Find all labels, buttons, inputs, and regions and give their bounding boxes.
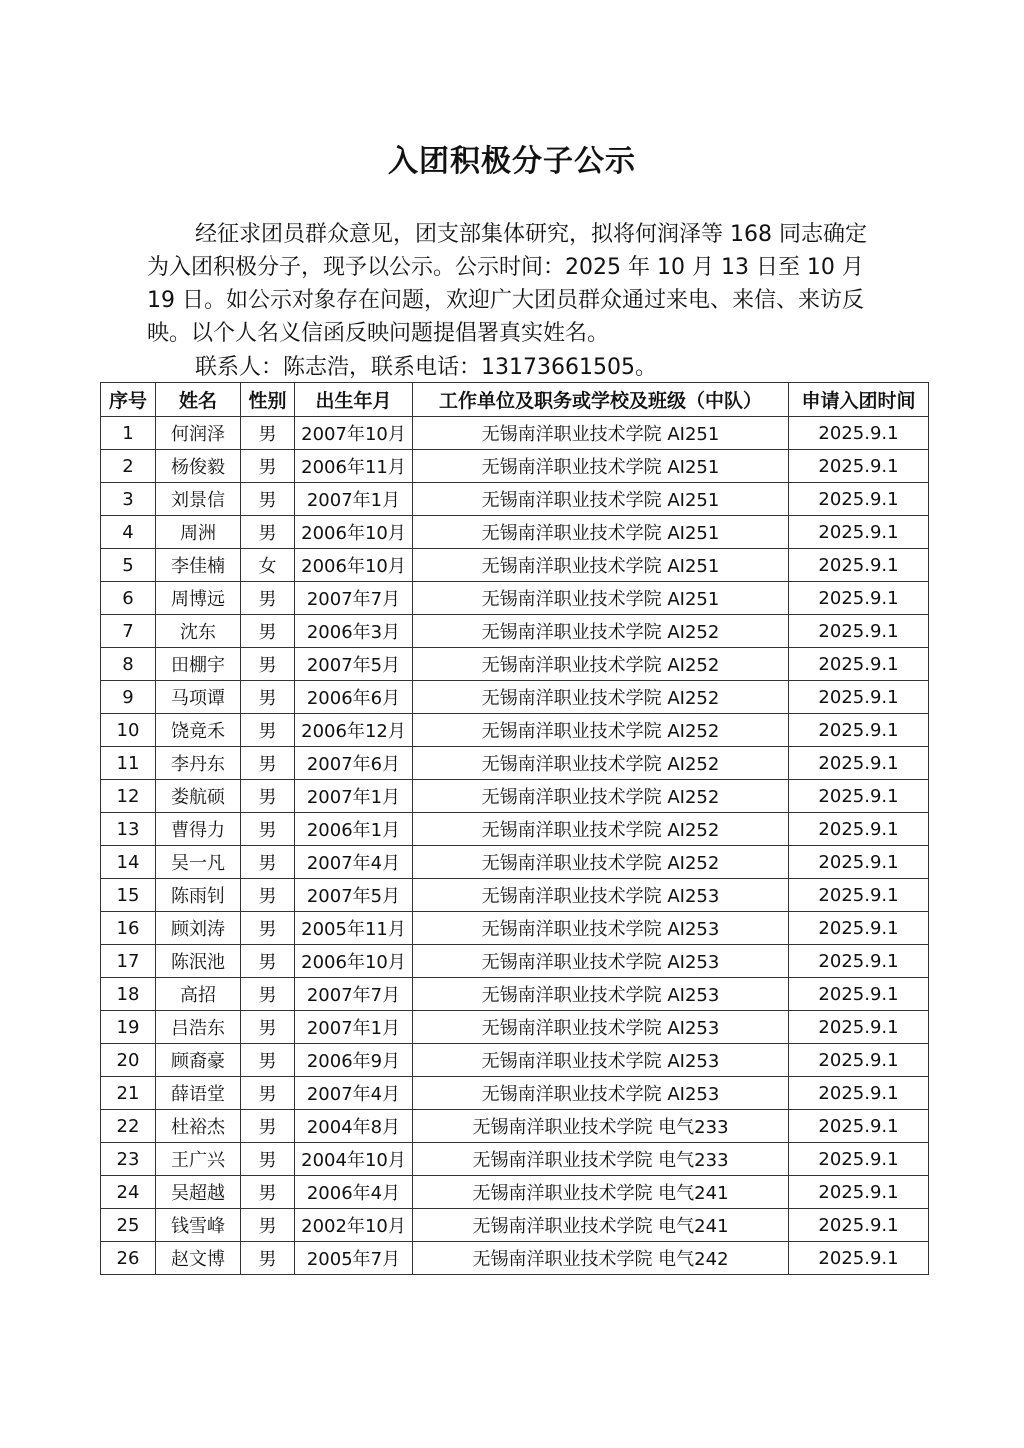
- cell-seq: 23: [101, 1143, 156, 1176]
- cell-unit: 无锡南洋职业技术学院 AI252: [413, 615, 789, 648]
- header-birth: 出生年月: [295, 383, 413, 417]
- cell-apply-date: 2025.9.1: [789, 417, 929, 450]
- table-row: [101, 549, 929, 582]
- cell-gender: 男: [241, 1011, 295, 1044]
- cell-birth: 2007年10月: [295, 417, 413, 450]
- cell-unit: 无锡南洋职业技术学院 AI253: [413, 912, 789, 945]
- cell-name: 田棚宇: [156, 648, 241, 681]
- cell-gender: 男: [241, 582, 295, 615]
- cell-unit: 无锡南洋职业技术学院 AI253: [413, 1011, 789, 1044]
- cell-apply-date: 2025.9.1: [789, 1110, 929, 1143]
- cell-gender: 男: [241, 1077, 295, 1110]
- cell-apply-date: 2025.9.1: [789, 879, 929, 912]
- cell-apply-date: 2025.9.1: [789, 516, 929, 549]
- cell-seq: 10: [101, 714, 156, 747]
- cell-gender: 男: [241, 1044, 295, 1077]
- cell-name: 陈泯池: [156, 945, 241, 978]
- contact-line: 联系人：陈志浩，联系电话：13173661505。: [195, 355, 657, 380]
- cell-seq: 19: [101, 1011, 156, 1044]
- cell-name: 王广兴: [156, 1143, 241, 1176]
- table-row: [101, 1209, 929, 1242]
- table-row: [101, 648, 929, 681]
- cell-unit: 无锡南洋职业技术学院 电气233: [413, 1143, 789, 1176]
- table-row: [101, 1176, 929, 1209]
- cell-gender: 男: [241, 978, 295, 1011]
- intro-paragraph: 经征求团员群众意见，团支部集体研究，拟将何润泽等 168 同志确定为入团积极分子，现予以公示。公示时间：2025 年 10 月 13 日至 10 月 19 日。如公示对象存在问题，欢迎广大团员群众通过来电、来信、来访反映。以个人名义信函反映问题提倡署真实姓名。: [147, 222, 867, 346]
- cell-gender: 男: [241, 450, 295, 483]
- table-row: [101, 846, 929, 879]
- cell-gender: 男: [241, 648, 295, 681]
- cell-unit: 无锡南洋职业技术学院 AI253: [413, 978, 789, 1011]
- cell-gender: 女: [241, 549, 295, 582]
- cell-birth: 2007年7月: [295, 978, 413, 1011]
- cell-seq: 25: [101, 1209, 156, 1242]
- table-row: [101, 1044, 929, 1077]
- cell-apply-date: 2025.9.1: [789, 1044, 929, 1077]
- cell-unit: 无锡南洋职业技术学院 AI252: [413, 648, 789, 681]
- cell-unit: 无锡南洋职业技术学院 电气242: [413, 1242, 789, 1275]
- table-row: [101, 450, 929, 483]
- cell-name: 李佳楠: [156, 549, 241, 582]
- cell-seq: 7: [101, 615, 156, 648]
- table-row: [101, 483, 929, 516]
- table-row: [101, 813, 929, 846]
- cell-apply-date: 2025.9.1: [789, 1176, 929, 1209]
- cell-name: 顾裔豪: [156, 1044, 241, 1077]
- cell-birth: 2007年4月: [295, 1077, 413, 1110]
- cell-name: 吴一凡: [156, 846, 241, 879]
- cell-birth: 2006年6月: [295, 681, 413, 714]
- cell-name: 饶竟禾: [156, 714, 241, 747]
- header-unit: 工作单位及职务或学校及班级（中队）: [413, 383, 789, 417]
- cell-apply-date: 2025.9.1: [789, 1011, 929, 1044]
- cell-name: 顾刘涛: [156, 912, 241, 945]
- cell-apply-date: 2025.9.1: [789, 978, 929, 1011]
- cell-seq: 9: [101, 681, 156, 714]
- cell-gender: 男: [241, 945, 295, 978]
- table-row: [101, 747, 929, 780]
- cell-gender: 男: [241, 516, 295, 549]
- cell-unit: 无锡南洋职业技术学院 AI251: [413, 417, 789, 450]
- table-row: [101, 516, 929, 549]
- cell-birth: 2007年1月: [295, 1011, 413, 1044]
- cell-birth: 2006年9月: [295, 1044, 413, 1077]
- cell-seq: 14: [101, 846, 156, 879]
- header-apply-date: 申请入团时间: [789, 383, 929, 417]
- cell-birth: 2007年4月: [295, 846, 413, 879]
- cell-birth: 2006年3月: [295, 615, 413, 648]
- cell-gender: 男: [241, 1110, 295, 1143]
- cell-apply-date: 2025.9.1: [789, 1077, 929, 1110]
- cell-unit: 无锡南洋职业技术学院 AI251: [413, 549, 789, 582]
- cell-seq: 17: [101, 945, 156, 978]
- cell-unit: 无锡南洋职业技术学院 AI251: [413, 450, 789, 483]
- cell-birth: 2007年6月: [295, 747, 413, 780]
- cell-name: 周洲: [156, 516, 241, 549]
- cell-gender: 男: [241, 681, 295, 714]
- cell-seq: 24: [101, 1176, 156, 1209]
- cell-birth: 2006年1月: [295, 813, 413, 846]
- table-row: [101, 780, 929, 813]
- cell-unit: 无锡南洋职业技术学院 AI252: [413, 747, 789, 780]
- cell-birth: 2006年10月: [295, 549, 413, 582]
- cell-unit: 无锡南洋职业技术学院 电气241: [413, 1176, 789, 1209]
- table-row: [101, 1011, 929, 1044]
- cell-name: 曹得力: [156, 813, 241, 846]
- cell-birth: 2004年10月: [295, 1143, 413, 1176]
- table-row: [101, 714, 929, 747]
- cell-name: 何润泽: [156, 417, 241, 450]
- cell-birth: 2006年10月: [295, 516, 413, 549]
- cell-seq: 11: [101, 747, 156, 780]
- cell-apply-date: 2025.9.1: [789, 846, 929, 879]
- header-gender: 性别: [241, 383, 295, 417]
- cell-apply-date: 2025.9.1: [789, 714, 929, 747]
- cell-gender: 男: [241, 813, 295, 846]
- cell-birth: 2007年5月: [295, 648, 413, 681]
- cell-unit: 无锡南洋职业技术学院 AI252: [413, 846, 789, 879]
- cell-apply-date: 2025.9.1: [789, 681, 929, 714]
- cell-name: 沈东: [156, 615, 241, 648]
- table-row: [101, 912, 929, 945]
- cell-name: 杨俊毅: [156, 450, 241, 483]
- cell-seq: 3: [101, 483, 156, 516]
- cell-birth: 2006年11月: [295, 450, 413, 483]
- cell-apply-date: 2025.9.1: [789, 813, 929, 846]
- cell-name: 李丹东: [156, 747, 241, 780]
- table-body: [101, 417, 929, 1275]
- cell-seq: 26: [101, 1242, 156, 1275]
- cell-name: 钱雪峰: [156, 1209, 241, 1242]
- cell-gender: 男: [241, 846, 295, 879]
- cell-gender: 男: [241, 1176, 295, 1209]
- cell-gender: 男: [241, 1209, 295, 1242]
- cell-seq: 20: [101, 1044, 156, 1077]
- cell-name: 吴超越: [156, 1176, 241, 1209]
- cell-apply-date: 2025.9.1: [789, 582, 929, 615]
- header-name: 姓名: [156, 383, 241, 417]
- cell-apply-date: 2025.9.1: [789, 615, 929, 648]
- cell-unit: 无锡南洋职业技术学院 AI252: [413, 714, 789, 747]
- cell-seq: 1: [101, 417, 156, 450]
- cell-apply-date: 2025.9.1: [789, 747, 929, 780]
- cell-unit: 无锡南洋职业技术学院 AI252: [413, 780, 789, 813]
- table-row: [101, 1143, 929, 1176]
- cell-unit: 无锡南洋职业技术学院 AI253: [413, 1077, 789, 1110]
- cell-unit: 无锡南洋职业技术学院 AI251: [413, 483, 789, 516]
- cell-birth: 2007年1月: [295, 780, 413, 813]
- cell-gender: 男: [241, 1143, 295, 1176]
- page-title: 入团积极分子公示: [388, 144, 636, 179]
- cell-seq: 22: [101, 1110, 156, 1143]
- cell-seq: 4: [101, 516, 156, 549]
- cell-apply-date: 2025.9.1: [789, 1209, 929, 1242]
- cell-unit: 无锡南洋职业技术学院 AI252: [413, 681, 789, 714]
- table-row: [101, 417, 929, 450]
- cell-gender: 男: [241, 1242, 295, 1275]
- cell-name: 娄航硕: [156, 780, 241, 813]
- cell-unit: 无锡南洋职业技术学院 AI251: [413, 516, 789, 549]
- cell-unit: 无锡南洋职业技术学院 AI253: [413, 879, 789, 912]
- cell-name: 杜裕杰: [156, 1110, 241, 1143]
- cell-seq: 13: [101, 813, 156, 846]
- cell-gender: 男: [241, 483, 295, 516]
- intro-block: [147, 218, 887, 350]
- cell-birth: 2007年7月: [295, 582, 413, 615]
- cell-gender: 男: [241, 912, 295, 945]
- cell-seq: 6: [101, 582, 156, 615]
- cell-name: 周博远: [156, 582, 241, 615]
- cell-name: 刘景信: [156, 483, 241, 516]
- cell-apply-date: 2025.9.1: [789, 780, 929, 813]
- cell-unit: 无锡南洋职业技术学院 AI251: [413, 582, 789, 615]
- cell-unit: 无锡南洋职业技术学院 电气233: [413, 1110, 789, 1143]
- cell-gender: 男: [241, 747, 295, 780]
- roster-table: [100, 382, 929, 1275]
- cell-name: 吕浩东: [156, 1011, 241, 1044]
- cell-apply-date: 2025.9.1: [789, 648, 929, 681]
- cell-apply-date: 2025.9.1: [789, 945, 929, 978]
- cell-seq: 12: [101, 780, 156, 813]
- cell-gender: 男: [241, 780, 295, 813]
- table-row: [101, 945, 929, 978]
- cell-apply-date: 2025.9.1: [789, 450, 929, 483]
- cell-unit: 无锡南洋职业技术学院 电气241: [413, 1209, 789, 1242]
- cell-seq: 2: [101, 450, 156, 483]
- cell-birth: 2002年10月: [295, 1209, 413, 1242]
- cell-unit: 无锡南洋职业技术学院 AI253: [413, 1044, 789, 1077]
- cell-gender: 男: [241, 417, 295, 450]
- cell-birth: 2004年8月: [295, 1110, 413, 1143]
- table-row: [101, 615, 929, 648]
- cell-birth: 2006年4月: [295, 1176, 413, 1209]
- table-row: [101, 681, 929, 714]
- cell-apply-date: 2025.9.1: [789, 912, 929, 945]
- table-row: [101, 1077, 929, 1110]
- cell-gender: 男: [241, 879, 295, 912]
- cell-seq: 16: [101, 912, 156, 945]
- cell-apply-date: 2025.9.1: [789, 1143, 929, 1176]
- cell-unit: 无锡南洋职业技术学院 AI253: [413, 945, 789, 978]
- cell-name: 陈雨钊: [156, 879, 241, 912]
- cell-seq: 8: [101, 648, 156, 681]
- cell-seq: 18: [101, 978, 156, 1011]
- cell-birth: 2005年11月: [295, 912, 413, 945]
- cell-birth: 2007年1月: [295, 483, 413, 516]
- cell-birth: 2006年12月: [295, 714, 413, 747]
- cell-apply-date: 2025.9.1: [789, 1242, 929, 1275]
- cell-apply-date: 2025.9.1: [789, 483, 929, 516]
- cell-unit: 无锡南洋职业技术学院 AI252: [413, 813, 789, 846]
- cell-birth: 2005年7月: [295, 1242, 413, 1275]
- cell-name: 赵文博: [156, 1242, 241, 1275]
- header-seq: 序号: [101, 383, 156, 417]
- cell-name: 薛语堂: [156, 1077, 241, 1110]
- cell-name: 马项谭: [156, 681, 241, 714]
- cell-birth: 2006年10月: [295, 945, 413, 978]
- cell-gender: 男: [241, 714, 295, 747]
- table-row: [101, 1110, 929, 1143]
- cell-gender: 男: [241, 615, 295, 648]
- table-header-row: [101, 383, 929, 417]
- table-row: [101, 1242, 929, 1275]
- cell-seq: 21: [101, 1077, 156, 1110]
- table-row: [101, 978, 929, 1011]
- cell-seq: 5: [101, 549, 156, 582]
- cell-apply-date: 2025.9.1: [789, 549, 929, 582]
- cell-name: 高招: [156, 978, 241, 1011]
- cell-seq: 15: [101, 879, 156, 912]
- cell-birth: 2007年5月: [295, 879, 413, 912]
- table-row: [101, 879, 929, 912]
- table-row: [101, 582, 929, 615]
